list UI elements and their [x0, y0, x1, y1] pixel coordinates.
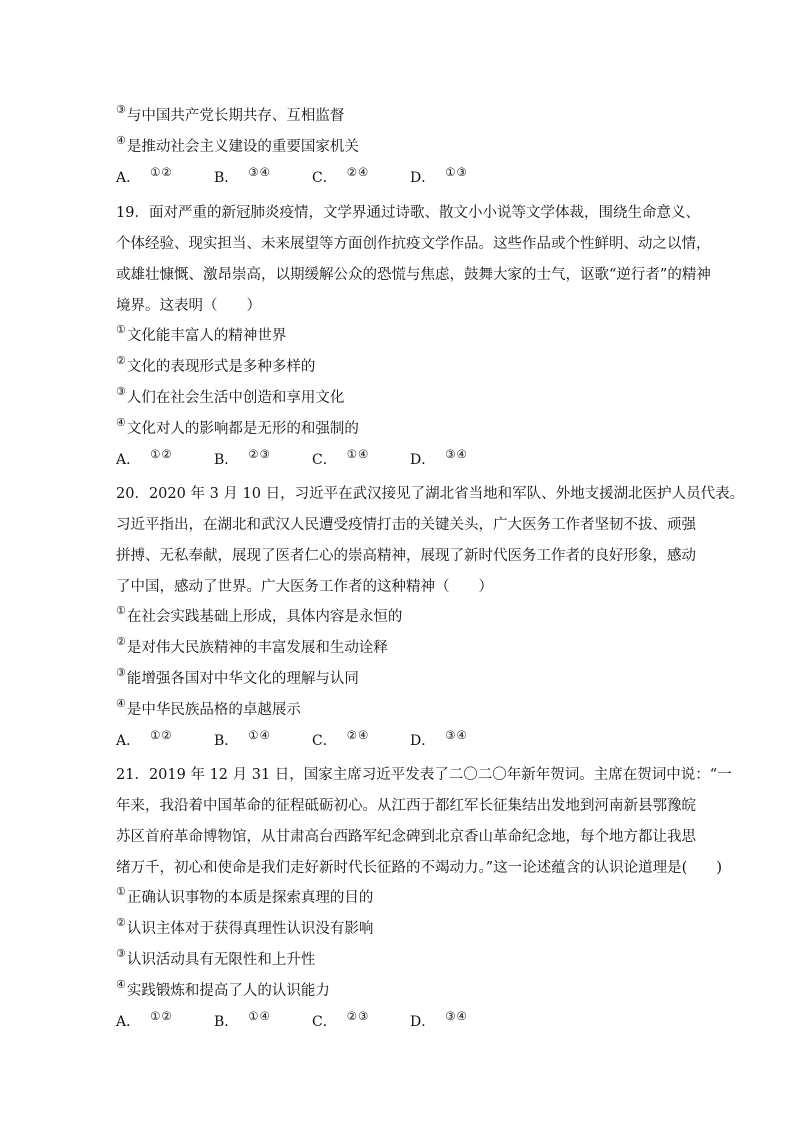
answer-choice[interactable] — [312, 162, 410, 188]
answer-choices — [116, 1006, 508, 1032]
statement-option — [116, 382, 344, 408]
choice-value: ①② — [150, 165, 173, 179]
choice-value: ①④ — [248, 1009, 271, 1023]
question-text-line: 19．面对严重的新冠肺炎疫情，文学界通过诗歌、散文小小说等文学体裁，围绕生命意义、 — [116, 205, 700, 221]
statement-option — [116, 663, 359, 689]
choice-value: ③④ — [445, 1009, 468, 1023]
choice-value: ①② — [150, 728, 173, 742]
question-text-line: 境界。这表明（ ） — [116, 298, 261, 314]
question-text-line: 21．2019 年 12 月 31 日，国家主席习近平发表了二〇二〇年新年贺词。主席在贺词中说：“一 — [116, 767, 732, 783]
answer-choice[interactable] — [214, 162, 312, 188]
choice-letter: B． — [214, 170, 239, 186]
choice-letter: B． — [214, 452, 239, 468]
choice-value: ①② — [150, 1009, 173, 1023]
answer-choices — [116, 162, 508, 188]
option-text: 认识主体对于获得真理性认识没有影响 — [126, 921, 374, 937]
answer-choice[interactable] — [214, 1006, 312, 1032]
choice-value: ②④ — [346, 728, 370, 742]
option-number-mark: ④ — [116, 978, 126, 991]
statement-option — [116, 944, 315, 970]
answer-choice[interactable] — [116, 162, 214, 188]
answer-choice[interactable] — [214, 444, 312, 470]
answer-choice[interactable] — [312, 1006, 410, 1032]
option-text: 在社会实践基础上形成，具体内容是永恒的 — [126, 609, 403, 625]
option-text: 是对伟大民族精神的丰富发展和生动诠释 — [126, 640, 388, 656]
option-text: 人们在社会生活中创造和享用文化 — [126, 390, 345, 406]
question-text-line: 了中国，感动了世界。广大医务工作者的这种精神（ ） — [116, 579, 493, 595]
choice-letter: C． — [312, 733, 337, 749]
choice-value: ③④ — [445, 447, 468, 461]
choice-value: ③④ — [445, 728, 468, 742]
option-text: 认识活动具有无限性和上升性 — [126, 952, 316, 968]
choice-value: ②③ — [346, 1009, 370, 1023]
answer-choice[interactable] — [116, 1006, 214, 1032]
statement-option — [116, 320, 286, 346]
option-number-mark: ① — [116, 323, 126, 336]
choice-letter: B． — [214, 733, 239, 749]
answer-choice[interactable] — [116, 444, 214, 470]
option-number-mark: ② — [116, 916, 126, 929]
choice-letter: A． — [116, 452, 141, 468]
option-text: 实践锻炼和提高了人的认识能力 — [126, 983, 330, 999]
choice-value: ②④ — [346, 165, 370, 179]
choice-letter: A． — [116, 170, 141, 186]
option-number-mark: ② — [116, 354, 126, 367]
question-text-line: 苏区首府革命博物馆，从甘肃高台西路军纪念碑到北京香山革命纪念地，每个地方都让我思 — [116, 829, 696, 845]
option-number-mark: ④ — [116, 697, 126, 710]
question-text-line: 拼搏、无私奉献，展现了医者仁心的崇高精神，展现了新时代医务工作者的良好形象，感动 — [116, 548, 696, 564]
statement-option — [116, 913, 373, 939]
statement-option — [116, 413, 359, 439]
answer-choices — [116, 725, 508, 751]
choice-letter: D． — [410, 452, 436, 468]
question-text-line: 个体经验、现实担当、未来展望等方面创作抗疫文学作品。这些作品或个性鲜明、动之以情， — [116, 236, 711, 252]
option-text: 能增强各国对中华文化的理解与认同 — [126, 671, 359, 687]
statement-option — [116, 694, 301, 720]
option-number-mark: ① — [116, 604, 126, 617]
choice-letter: D． — [410, 733, 436, 749]
choice-letter: C． — [312, 452, 337, 468]
choice-value: ①④ — [346, 447, 370, 461]
answer-choice[interactable] — [410, 725, 508, 751]
statement-option — [116, 100, 344, 126]
question-text-line: 20．2020 年 3 月 10 日，习近平在武汉接见了湖北省当地和军队、外地支援湖北医护人员代表。 — [116, 486, 745, 502]
option-text: 文化的表现形式是多种多样的 — [126, 359, 316, 375]
option-number-mark: ④ — [116, 134, 126, 147]
choice-letter: D． — [410, 170, 436, 186]
choice-letter: D． — [410, 1014, 436, 1030]
statement-option — [116, 601, 402, 627]
answer-choice[interactable] — [214, 725, 312, 751]
answer-choice[interactable] — [312, 444, 410, 470]
option-number-mark: ③ — [116, 385, 126, 398]
statement-option — [116, 882, 373, 908]
choice-letter: A． — [116, 733, 141, 749]
option-number-mark: ③ — [116, 103, 126, 116]
question-text-line: 或雄壮慷慨、激昂崇高，以期缓解公众的恐慌与焦虑，鼓舞大家的士气，讴歌“逆行者”的精神 — [116, 267, 711, 283]
option-text: 正确认识事物的本质是探索真理的目的 — [126, 890, 374, 906]
choice-letter: C． — [312, 170, 337, 186]
answer-choice[interactable] — [410, 1006, 508, 1032]
choice-value: ①③ — [445, 165, 468, 179]
answer-choice[interactable] — [312, 725, 410, 751]
answer-choice[interactable] — [410, 444, 508, 470]
answer-choice[interactable] — [410, 162, 508, 188]
choice-letter: B． — [214, 1014, 239, 1030]
answer-choices — [116, 444, 508, 470]
choice-letter: C． — [312, 1014, 337, 1030]
option-number-mark: ② — [116, 635, 126, 648]
choice-value: ②③ — [248, 447, 271, 461]
choice-letter: A． — [116, 1014, 141, 1030]
question-text-line: 年来，我沿着中国革命的征程砥砺初心。从江西于都红军长征集结出发地到河南新县鄂豫皖 — [116, 798, 696, 814]
option-number-mark: ③ — [116, 666, 126, 679]
statement-option — [116, 131, 359, 157]
option-text: 是推动社会主义建设的重要国家机关 — [126, 139, 359, 155]
option-number-mark: ③ — [116, 947, 126, 960]
option-number-mark: ① — [116, 885, 126, 898]
choice-value: ①② — [150, 447, 173, 461]
option-text: 文化能丰富人的精神世界 — [126, 328, 287, 344]
choice-value: ③④ — [248, 165, 271, 179]
choice-value: ①④ — [248, 728, 271, 742]
statement-option — [116, 632, 388, 658]
answer-choice[interactable] — [116, 725, 214, 751]
statement-option — [116, 975, 330, 1001]
option-text: 与中国共产党长期共存、互相监督 — [126, 108, 345, 124]
question-text-line: 习近平指出，在湖北和武汉人民遭受疫情打击的关键关头，广大医务工作者坚韧不拔、顽强 — [116, 517, 696, 533]
statement-option — [116, 351, 315, 377]
option-text: 文化对人的影响都是无形的和强制的 — [126, 421, 359, 437]
option-number-mark: ④ — [116, 416, 126, 429]
option-text: 是中华民族品格的卓越展示 — [126, 702, 301, 718]
question-text-line: 绪万千，初心和使命是我们走好新时代长征路的不竭动力。”这一论述蕴含的认识论道理是( ) — [116, 860, 722, 876]
